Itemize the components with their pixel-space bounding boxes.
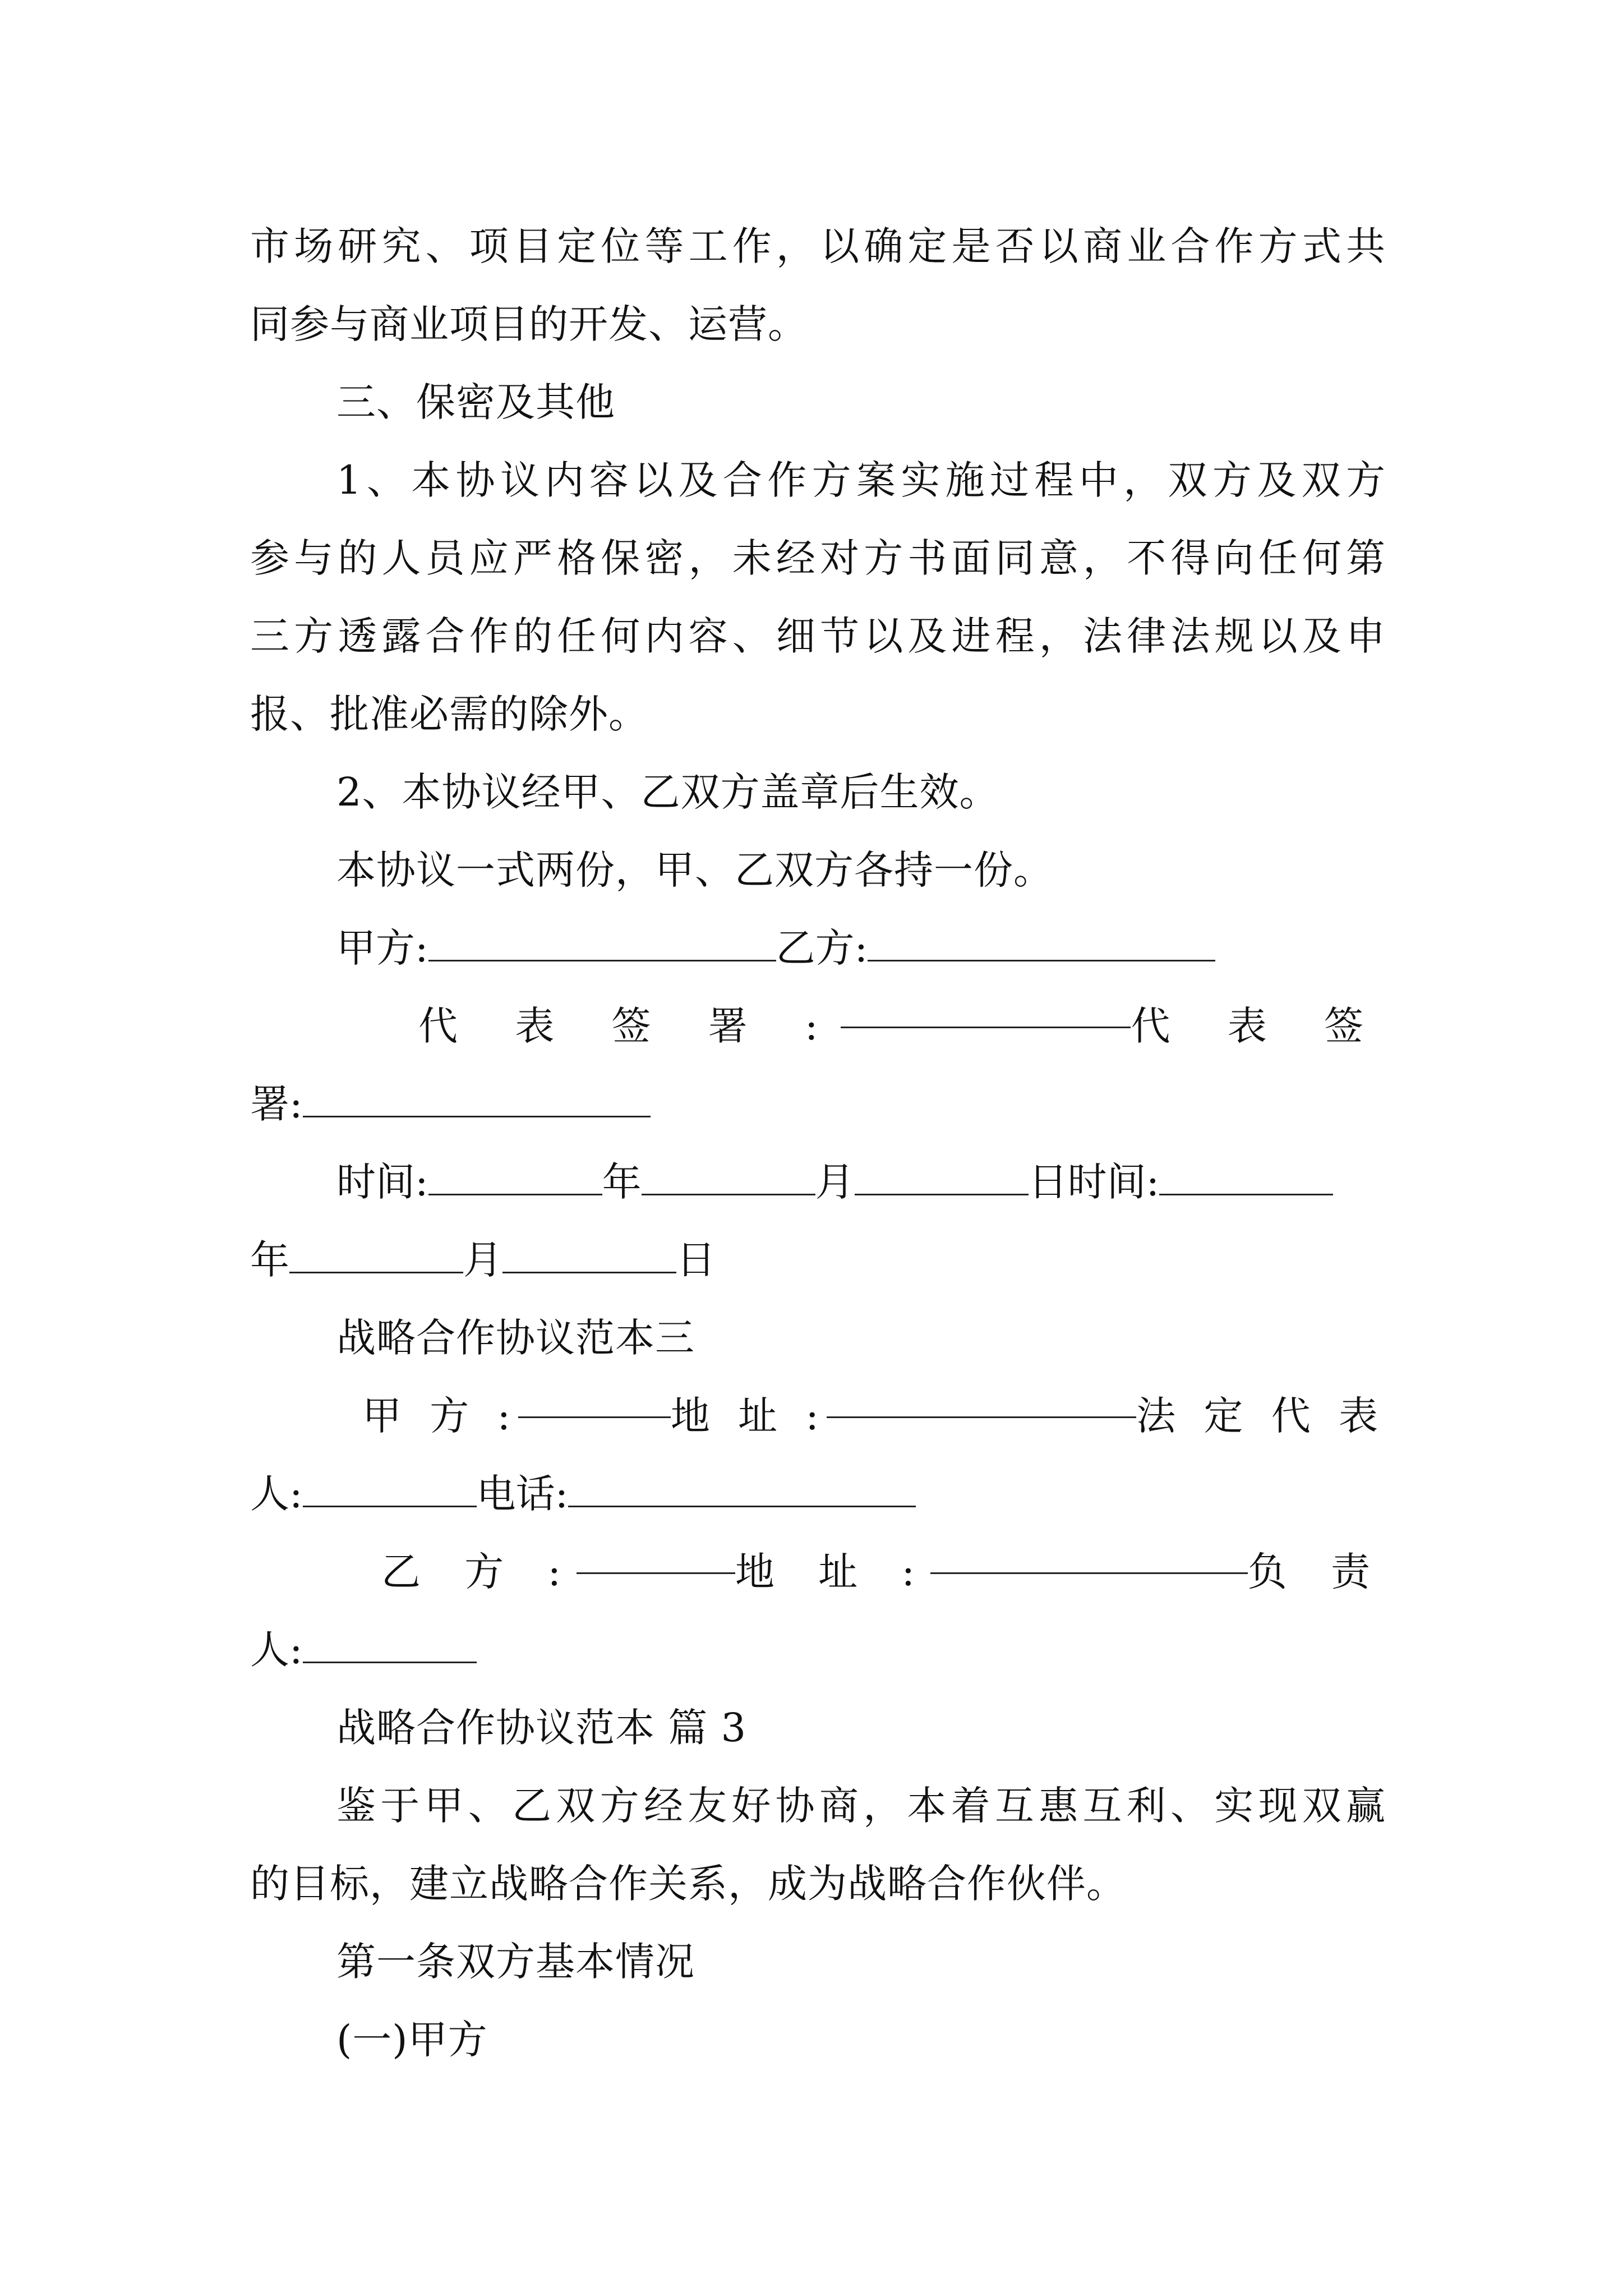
legal-rep-blank[interactable] xyxy=(303,1472,477,1507)
month-label-b: 月 xyxy=(463,1237,502,1283)
day-b-blank[interactable] xyxy=(502,1238,676,1273)
party-b-info-row xyxy=(250,1533,1386,1611)
text-line: 同参与商业项目的开发、运营。 xyxy=(250,301,808,347)
year-label: 年 xyxy=(602,1159,642,1205)
legal-rep-label: 法 定 代 表 xyxy=(1136,1393,1386,1439)
text-line: 本协议一式两份，甲、乙双方各持一份。 xyxy=(336,847,1053,893)
address-label: 地 址 : xyxy=(670,1393,827,1439)
date-row-cont xyxy=(250,1221,1386,1299)
party-b-info-row-cont xyxy=(250,1611,1386,1689)
party-a-info-row xyxy=(250,1377,1386,1455)
time-label-a: 时间: xyxy=(336,1159,428,1205)
date-row xyxy=(250,1143,1386,1221)
party-b-blank[interactable] xyxy=(868,926,1215,961)
month-label: 月 xyxy=(815,1159,855,1205)
text-line: 参与的人员应严格保密，未经对方书面同意，不得向任何第 xyxy=(250,535,1386,581)
party-b-label-t3: 乙 方 : xyxy=(381,1549,577,1595)
text-line: 鉴于甲、乙双方经友好协商，本着互惠互利、实现双赢 xyxy=(336,1783,1386,1829)
responsible-label: 负 责 xyxy=(1247,1549,1386,1595)
responsible-blank[interactable] xyxy=(303,1628,477,1663)
year-a-blank[interactable] xyxy=(428,1160,602,1195)
month-b-blank[interactable] xyxy=(289,1238,463,1273)
year-b-blank[interactable] xyxy=(1159,1160,1333,1195)
rep-label-b: 代 表 签 xyxy=(1131,1003,1386,1049)
party-a-info-row-cont xyxy=(250,1455,1386,1533)
rep-label-a: 代 表 签 署 : xyxy=(418,1003,841,1049)
party-a-label: 甲方: xyxy=(336,925,428,971)
b-address-label: 地 址 : xyxy=(735,1549,931,1595)
representative-row xyxy=(250,987,1386,1065)
day-label-b: 日 xyxy=(676,1237,716,1283)
representative-row-cont xyxy=(250,1065,1386,1143)
legal-rep-label-cont: 人: xyxy=(250,1471,303,1517)
party-a-label-t3: 甲 方 : xyxy=(362,1393,519,1439)
month-a-blank[interactable] xyxy=(642,1160,815,1195)
sub-heading: (一)甲方 xyxy=(336,2017,488,2063)
address-blank[interactable] xyxy=(827,1383,1136,1418)
section-title: 战略合作协议范本三 xyxy=(336,1315,695,1361)
party-signature-row xyxy=(250,909,1386,987)
rep-b-blank[interactable] xyxy=(303,1082,651,1117)
section-heading: 三、保密及其他 xyxy=(336,379,615,425)
clause-heading: 第一条双方基本情况 xyxy=(336,1939,695,1985)
text-line: 1、本协议内容以及合作方案实施过程中，双方及双方 xyxy=(336,457,1386,503)
rep-label-b-cont: 署: xyxy=(250,1081,303,1127)
day-time-label: 日时间: xyxy=(1028,1159,1160,1205)
phone-label: 电话: xyxy=(476,1471,569,1517)
document-page xyxy=(250,208,1386,2079)
text-line: 报、批准必需的除外。 xyxy=(250,691,648,737)
article-title: 战略合作协议范本 篇 3 xyxy=(336,1705,747,1751)
text-line: 市场研究、项目定位等工作，以确定是否以商业合作方式共 xyxy=(250,223,1386,269)
party-a-blank[interactable] xyxy=(428,926,776,961)
day-a-blank[interactable] xyxy=(855,1160,1029,1195)
text-line: 三方透露合作的任何内容、细节以及进程，法律法规以及申 xyxy=(250,613,1386,659)
text-line: 2、本协议经甲、乙双方盖章后生效。 xyxy=(336,769,999,815)
text-line: 的目标，建立战略合作关系，成为战略合作伙伴。 xyxy=(250,1861,1126,1907)
rep-a-blank[interactable] xyxy=(841,993,1131,1028)
phone-blank[interactable] xyxy=(568,1472,916,1507)
party-a-name-blank[interactable] xyxy=(518,1383,671,1418)
party-b-label: 乙方: xyxy=(776,925,868,971)
party-b-name-blank[interactable] xyxy=(577,1539,735,1574)
b-address-blank[interactable] xyxy=(930,1539,1248,1574)
responsible-label-cont: 人: xyxy=(250,1627,303,1673)
year-label-b: 年 xyxy=(250,1237,289,1283)
